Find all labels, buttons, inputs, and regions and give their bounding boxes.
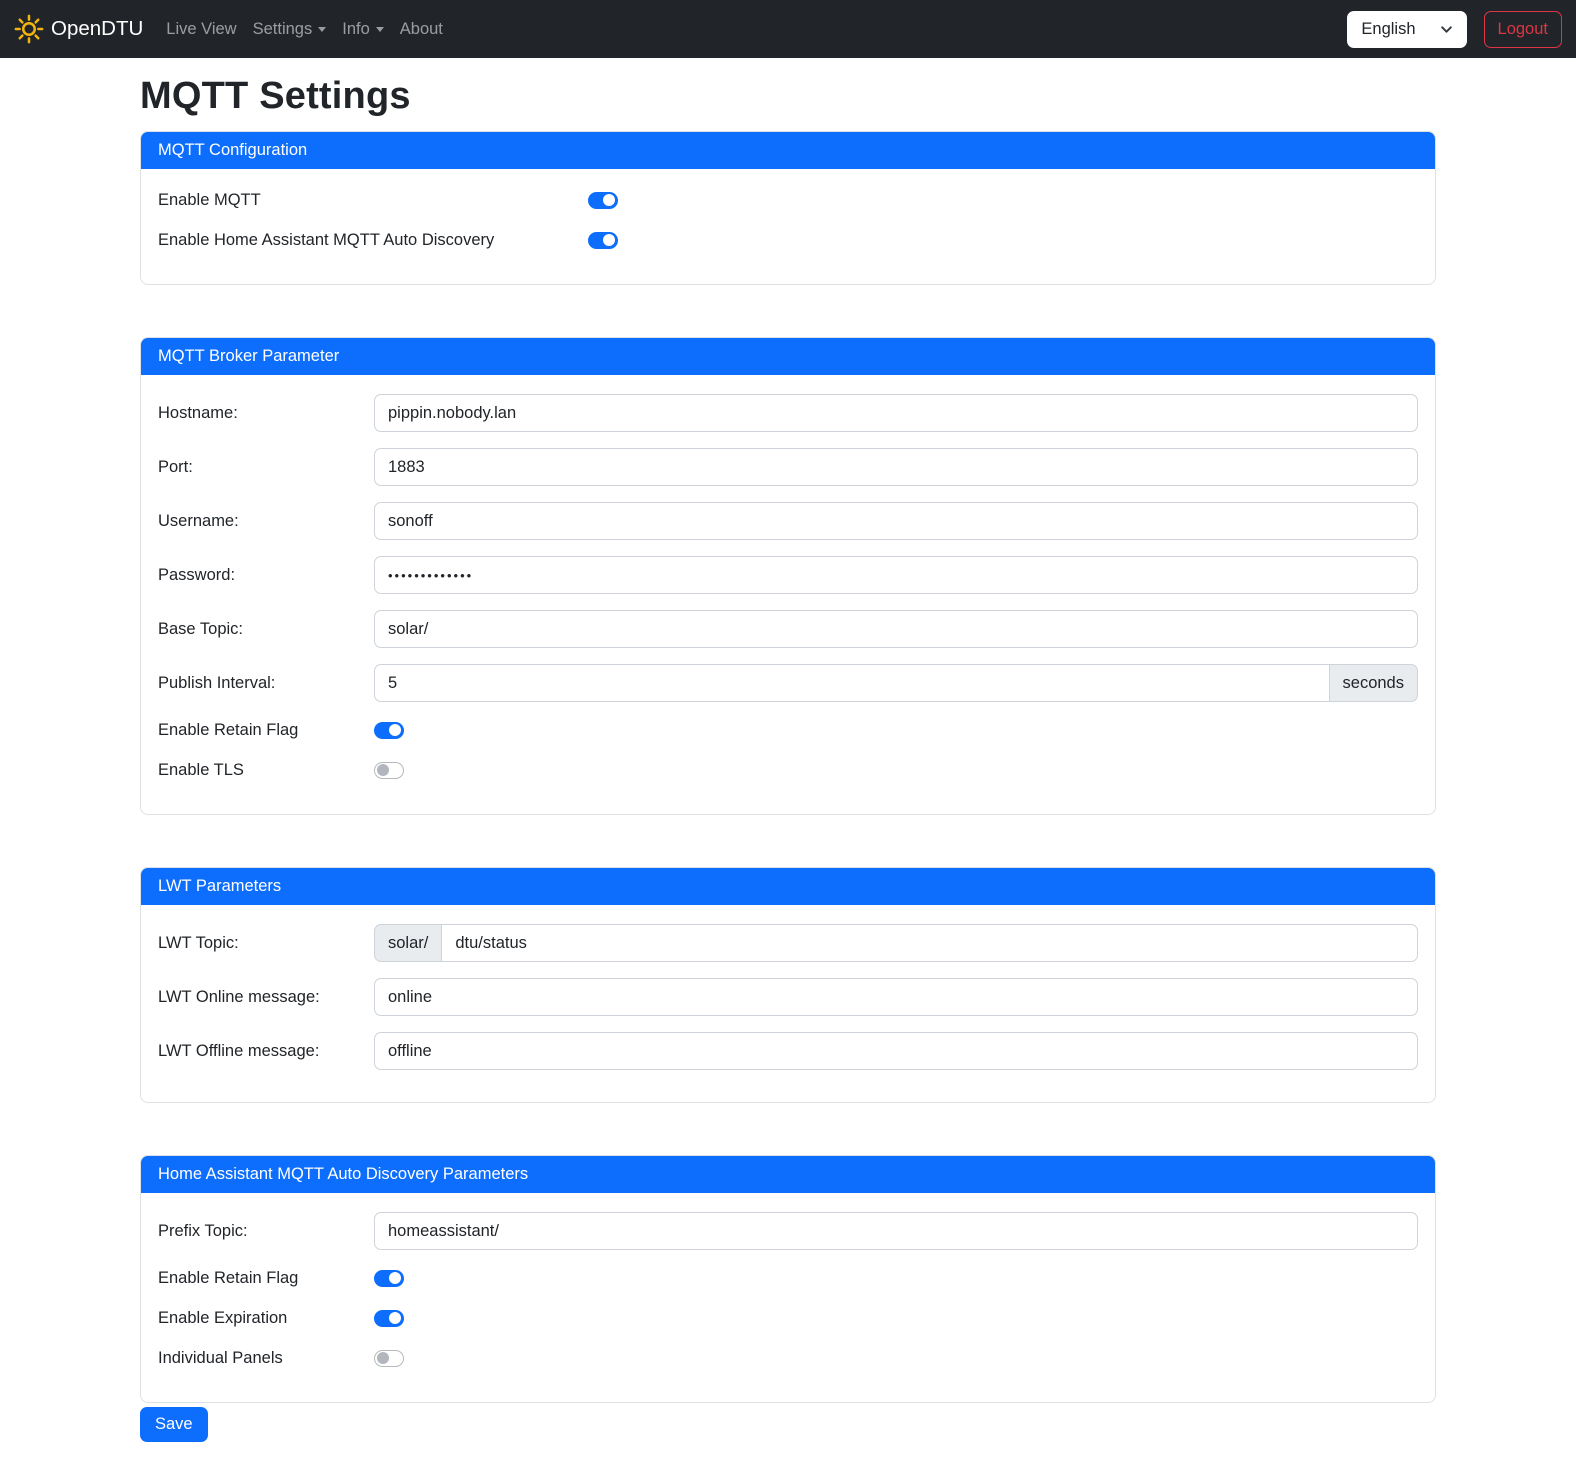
- chevron-down-icon: [1440, 23, 1453, 36]
- individual-panels-row: [158, 1346, 1418, 1370]
- enable-hass-discovery-row: [158, 228, 1418, 252]
- nav-item-info[interactable]: [342, 12, 384, 47]
- nav-item-label: Live View: [166, 19, 237, 38]
- hass-retain-label: Enable Retain Flag: [158, 1268, 299, 1287]
- lwt-topic-label: LWT Topic:: [158, 933, 239, 952]
- enable-tls-label: Enable TLS: [158, 760, 244, 779]
- publish-interval-input[interactable]: [374, 664, 1329, 702]
- sun-icon: [14, 14, 44, 44]
- navbar: [0, 0, 1576, 58]
- mqtt-broker-card: [140, 337, 1436, 815]
- nav-item-label: Settings: [252, 19, 313, 38]
- lwt-topic-prefix: solar/: [374, 924, 441, 962]
- page-title: MQTT Settings: [140, 75, 411, 117]
- base-topic-label: Base Topic:: [158, 619, 243, 638]
- toggle-knob: [389, 1272, 401, 1284]
- username-input[interactable]: [374, 502, 1418, 540]
- enable-tls-row: [158, 758, 1418, 782]
- toggle-knob: [389, 1312, 401, 1324]
- hostname-input[interactable]: [374, 394, 1418, 432]
- caret-down-icon: [376, 27, 384, 32]
- lwt-offline-label: LWT Offline message:: [158, 1041, 320, 1060]
- mqtt-broker-card-header: MQTT Broker Parameter: [141, 338, 1435, 375]
- port-input[interactable]: [374, 448, 1418, 486]
- hass-expiration-row: [158, 1306, 1418, 1330]
- port-label: Port:: [158, 457, 193, 476]
- logout-button[interactable]: Logout: [1484, 11, 1562, 48]
- publish-interval-unit: seconds: [1329, 664, 1418, 702]
- brand[interactable]: [14, 14, 143, 44]
- port-row: [158, 448, 1418, 486]
- nav-item-about[interactable]: [400, 12, 443, 47]
- lwt-topic-row: [158, 924, 1418, 962]
- individual-panels-label: Individual Panels: [158, 1348, 283, 1367]
- publish-interval-row: [158, 664, 1418, 702]
- mqtt-configuration-card-body: [141, 169, 1435, 284]
- lwt-card-header: LWT Parameters: [141, 868, 1435, 905]
- lwt-card: [140, 867, 1436, 1103]
- password-label: Password:: [158, 565, 236, 584]
- hostname-row: [158, 394, 1418, 432]
- hass-discovery-card-header: Home Assistant MQTT Auto Discovery Parameters: [141, 1156, 1435, 1193]
- username-label: Username:: [158, 511, 239, 530]
- prefix-topic-row: [158, 1212, 1418, 1250]
- prefix-topic-label: Prefix Topic:: [158, 1221, 248, 1240]
- enable-mqtt-label: Enable MQTT: [158, 190, 261, 209]
- base-topic-input[interactable]: [374, 610, 1418, 648]
- hostname-label: Hostname:: [158, 403, 238, 422]
- enable-hass-discovery-label: Enable Home Assistant MQTT Auto Discovery: [158, 230, 495, 249]
- save-button[interactable]: Save: [140, 1407, 208, 1442]
- lwt-online-row: [158, 978, 1418, 1016]
- enable-tls-toggle[interactable]: [374, 762, 404, 779]
- hass-discovery-card-body: [141, 1193, 1435, 1402]
- toggle-knob: [377, 764, 389, 776]
- hass-retain-toggle[interactable]: [374, 1270, 404, 1287]
- prefix-topic-input[interactable]: [374, 1212, 1418, 1250]
- caret-down-icon: [318, 27, 326, 32]
- hass-expiration-label: Enable Expiration: [158, 1308, 288, 1327]
- mqtt-configuration-card: [140, 131, 1436, 285]
- lwt-topic-input[interactable]: [441, 924, 1418, 962]
- lwt-online-label: LWT Online message:: [158, 987, 320, 1006]
- password-row: [158, 556, 1418, 594]
- lwt-online-input[interactable]: [374, 978, 1418, 1016]
- password-input[interactable]: [374, 556, 1418, 594]
- brand-label: OpenDTU: [51, 17, 144, 40]
- language-select[interactable]: [1347, 11, 1466, 48]
- navbar-left: [14, 12, 443, 47]
- nav-item-label: About: [399, 19, 443, 38]
- toggle-knob: [389, 724, 401, 736]
- lwt-offline-input[interactable]: [374, 1032, 1418, 1070]
- hass-discovery-card: [140, 1155, 1436, 1403]
- lwt-topic-group: [374, 924, 1418, 962]
- navbar-right: [1347, 11, 1562, 48]
- language-selected-value: English: [1361, 19, 1416, 38]
- broker-retain-row: [158, 718, 1418, 742]
- individual-panels-toggle[interactable]: [374, 1350, 404, 1367]
- toggle-knob: [603, 194, 615, 206]
- nav-item-label: Info: [342, 19, 370, 38]
- enable-hass-discovery-toggle[interactable]: [588, 232, 618, 249]
- enable-mqtt-toggle[interactable]: [588, 192, 618, 209]
- lwt-card-body: [141, 905, 1435, 1102]
- broker-retain-label: Enable Retain Flag: [158, 720, 299, 739]
- toggle-knob: [377, 1352, 389, 1364]
- username-row: [158, 502, 1418, 540]
- nav-item-live-view[interactable]: [166, 12, 236, 47]
- nav-item-settings[interactable]: [253, 12, 327, 47]
- toggle-knob: [603, 234, 615, 246]
- enable-mqtt-row: [158, 188, 1418, 212]
- broker-retain-toggle[interactable]: [374, 722, 404, 739]
- mqtt-broker-card-body: [141, 375, 1435, 814]
- lwt-offline-row: [158, 1032, 1418, 1070]
- hass-expiration-toggle[interactable]: [374, 1310, 404, 1327]
- nav-links: [166, 12, 443, 47]
- hass-retain-row: [158, 1266, 1418, 1290]
- mqtt-configuration-card-header: MQTT Configuration: [141, 132, 1435, 169]
- main-content: [128, 75, 1448, 1468]
- base-topic-row: [158, 610, 1418, 648]
- publish-interval-label: Publish Interval:: [158, 673, 276, 692]
- publish-interval-group: [374, 664, 1418, 702]
